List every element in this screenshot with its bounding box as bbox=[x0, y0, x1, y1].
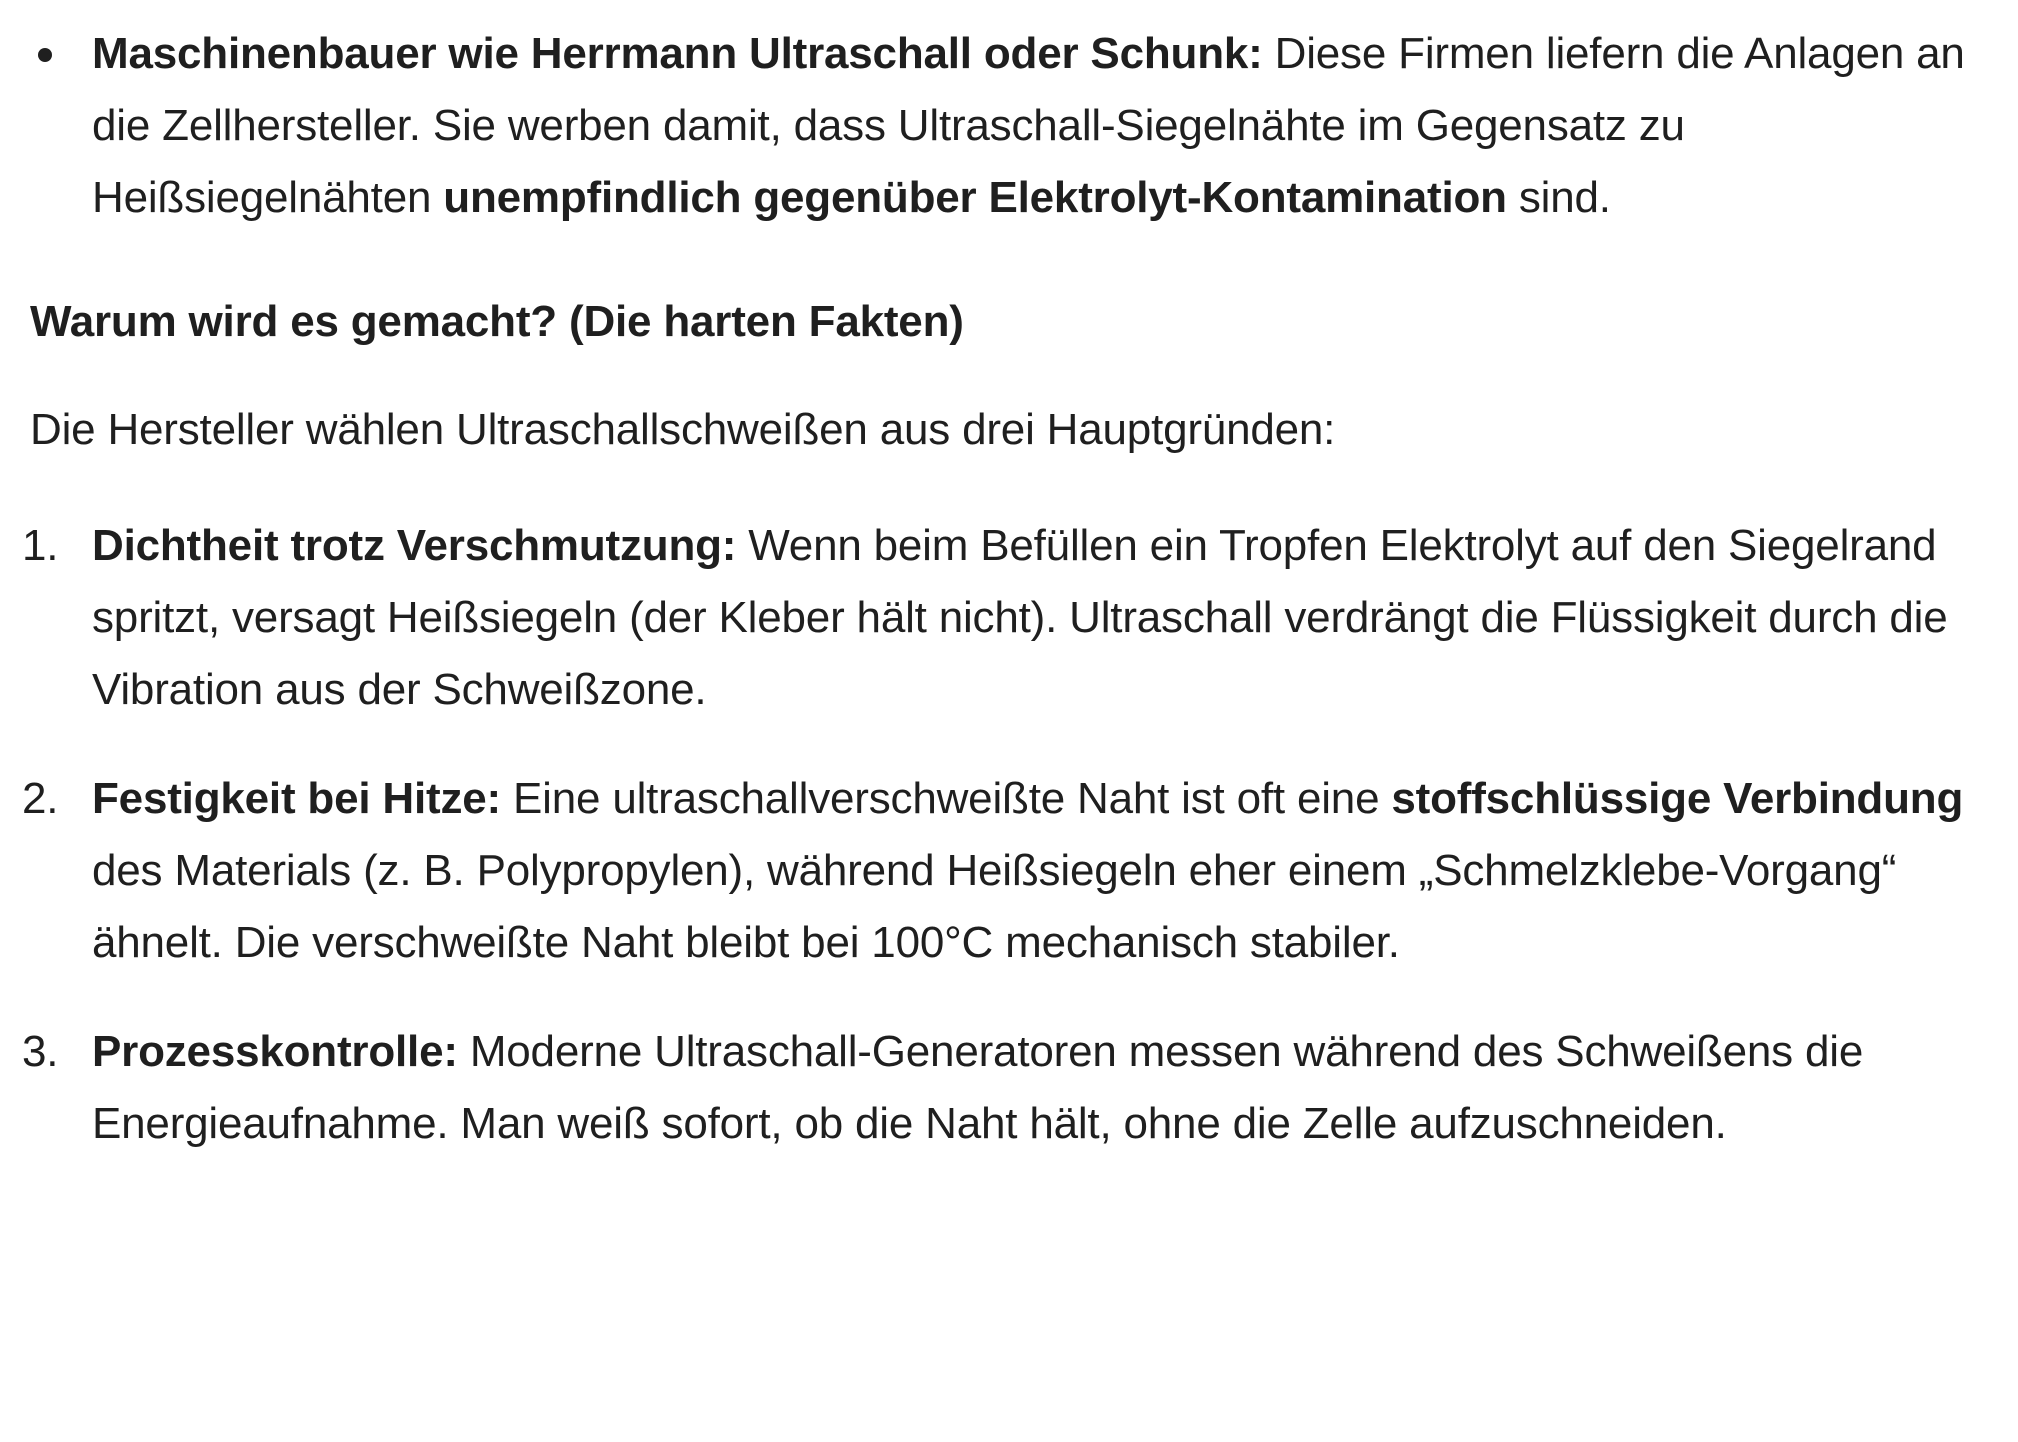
numbered-list bbox=[22, 510, 2010, 1160]
item-emphasis: unempfindlich gegenüber Elektrolyt-Kontamination bbox=[443, 173, 1507, 222]
bullet-dot-icon bbox=[38, 48, 52, 62]
item-lead: Dichtheit trotz Verschmutzung: bbox=[92, 521, 737, 570]
item-lead: Maschinenbauer wie Herrmann Ultraschall oder Schunk: bbox=[92, 29, 1263, 78]
list-item bbox=[30, 18, 2018, 234]
list-item bbox=[22, 510, 1992, 726]
list-number: 3. bbox=[22, 1027, 59, 1076]
list-number: 2. bbox=[22, 774, 59, 823]
item-lead: Festigkeit bei Hitze: bbox=[92, 774, 501, 823]
item-text: Wenn beim Befüllen ein Tropfen Elektrolyt auf den Siegelrand spritzt, versagt Heißsiegeln (der Kleber hält nicht). Ultraschall verdrängt die Flüssigkeit durch die Vibration aus der Schweißzone. bbox=[92, 521, 1948, 714]
list-item bbox=[22, 1016, 1992, 1160]
document-body bbox=[22, 18, 2010, 1197]
item-text: Diese Firmen liefern die Anlagen an die Zellhersteller. Sie werben damit, dass Ultraschall-Siegelnähte im Gegensatz zu Heißsiegelnähten bbox=[92, 29, 1965, 222]
list-number: 1. bbox=[22, 521, 59, 570]
intro-paragraph: Die Hersteller wählen Ultraschallschweißen aus drei Hauptgründen: bbox=[30, 405, 1336, 454]
bullet-list bbox=[30, 18, 2010, 234]
item-text-end: sind. bbox=[1506, 173, 1611, 222]
item-lead: Prozesskontrolle: bbox=[92, 1027, 458, 1076]
item-text-end: des Materials (z. B. Polypropylen), während Heißsiegeln eher einem „Schmelzklebe-Vorgang“ ähnelt. Die verschweißte Naht bleibt bei 100°C mechanisch stabiler. bbox=[92, 846, 1897, 967]
item-text: Eine ultraschallverschweißte Naht ist oft eine bbox=[501, 774, 1392, 823]
item-text: Moderne Ultraschall-Generatoren messen während des Schweißens die Energieaufnahme. Man weiß sofort, ob die Naht hält, ohne die Zelle aufzuschneiden. bbox=[92, 1027, 1864, 1148]
item-emphasis: stoffschlüssige Verbindung bbox=[1391, 774, 1964, 823]
list-item bbox=[22, 763, 1982, 979]
section-heading: Warum wird es gemacht? (Die harten Fakten) bbox=[30, 297, 964, 346]
